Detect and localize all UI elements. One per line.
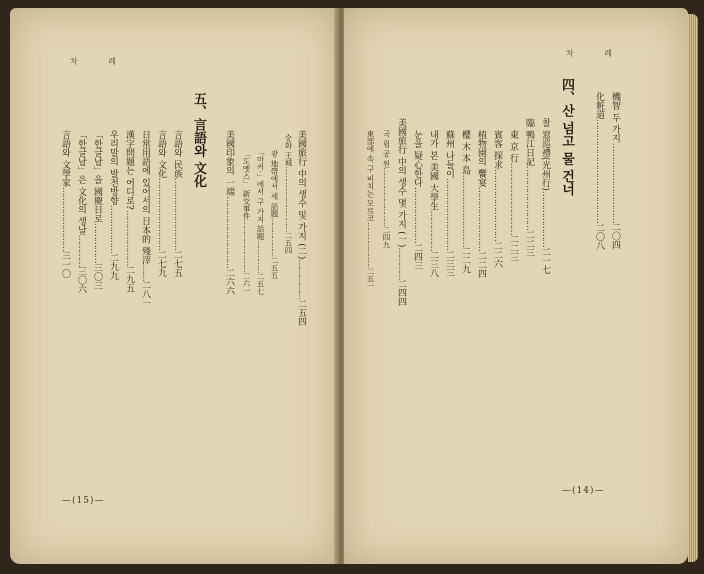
toc-entry-page: 二六六 [224, 267, 234, 295]
toc-entry-page: 二八一 [140, 280, 150, 308]
toc-subentry-page: 二四九 [382, 225, 391, 249]
toc-subentry-title: 숭화 王城 [284, 134, 293, 167]
toc-subentry [284, 134, 292, 254]
toc-entry-title: 言語와 文化 [156, 130, 166, 178]
toc-subentry-page: 二五七 [256, 272, 265, 296]
toc-entry-title: 美國旅行 中의 생수 및 가지 (二) [296, 130, 306, 260]
toc-entry-page: 二二九 [460, 246, 470, 274]
toc-entry-page: 二四三 [412, 242, 422, 270]
toc-subentry-title: 「도멧스」 新交事件 [242, 150, 251, 220]
toc-entry-page: 二〇八 [594, 223, 604, 250]
leader-dots: …………………… [242, 219, 251, 272]
leader-dots: ……………… [108, 204, 118, 253]
leader-dots: ……………………… [382, 167, 391, 226]
toc-entry [492, 130, 501, 268]
toc-entry [108, 130, 117, 280]
leader-dots: ……………………… [508, 162, 518, 235]
toc-entry [92, 130, 101, 290]
leader-dots: …………… [92, 222, 102, 263]
toc-entry-title: 내가 본 美國 大學生 [428, 130, 438, 211]
leader-dots: …………… [256, 240, 265, 273]
left-page-header: 차 례 [70, 57, 130, 66]
toc-entry-page: 二七九 [156, 249, 166, 277]
section-title: 五、言語와 文化 [191, 92, 206, 188]
right-page-header: 차 례 [566, 49, 626, 58]
toc-entry-title: 漢字問題는 어디로? [124, 130, 134, 210]
leader-dots: ………………… [366, 222, 375, 268]
toc-entry [412, 130, 421, 270]
toc-entry-page: 二一七 [540, 246, 550, 274]
toc-entry [296, 130, 305, 390]
toc-entry [140, 130, 149, 308]
toc-entry [460, 130, 469, 274]
toc-entry-title: 美國印象의 一端 [224, 130, 234, 196]
toc-entry-title: 蘇州 나들이 [444, 130, 454, 178]
leader-dots: ……………………… [492, 168, 502, 241]
toc-entry-title: 美國旅行 中의 생수 몇 가지 (一) [396, 118, 406, 248]
toc-entry-page: 二二四 [476, 250, 486, 278]
toc-entry [224, 130, 233, 295]
toc-entry-page: 二三三 [444, 249, 454, 277]
leader-dots: …………… [428, 210, 438, 251]
toc-subentry-page: 二五一 [366, 267, 375, 291]
leader-dots: ……………………… [460, 174, 470, 247]
toc-entry-page: 三〇三 [92, 262, 102, 290]
leader-dots: …… [140, 264, 150, 281]
leader-dots: ………………………………… [594, 119, 604, 223]
leader-dots: …………… [296, 259, 306, 300]
toc-entry [156, 130, 165, 277]
leader-dots: ………… [76, 234, 86, 267]
toc-entry [76, 130, 85, 294]
toc-subentry [256, 148, 264, 295]
leader-dots: ……………… [270, 217, 279, 257]
leader-dots: ……………………… [444, 177, 454, 250]
left-page-number: —(15)— [62, 496, 105, 506]
toc-subentry-title: 국 립 공 원 [382, 130, 391, 168]
toc-entry [60, 130, 69, 278]
toc-subentry-title: 광 地帶에서 세 話題 [270, 150, 279, 218]
toc-entry-title: 눈을 疑心한다 [412, 130, 422, 187]
toc-entry-title: 植物園의 饗宴 [476, 130, 486, 187]
toc-entry-page: 二四四 [396, 279, 406, 307]
leader-dots: ………………………… [610, 142, 620, 223]
toc-entry-page: 二二六 [492, 240, 502, 268]
toc-entry-title: 言語와 民族 [172, 130, 182, 178]
toc-entry-page: 二九九 [108, 252, 118, 280]
toc-subentry-title: 東部에 속 구 비치는 모르코 [366, 130, 375, 223]
toc-entry-title: 機智 두 가지 [610, 92, 620, 143]
leader-dots: …………………… [524, 165, 534, 230]
toc-entry-title: 우리말의 발전방향 [108, 130, 118, 205]
leader-dots: …………………… [476, 186, 486, 251]
leader-dots: ………………… [540, 190, 550, 247]
toc-subentry [366, 130, 374, 290]
toc-entry-title: 言語와 文學家 [60, 130, 70, 187]
toc-entry-title: 化粧道 [594, 92, 604, 119]
left-page [10, 8, 338, 564]
leader-dots: ……………………… [156, 177, 166, 250]
toc-entry-title: 臨 鴨江日記 [524, 118, 534, 166]
toc-entry-page: 二〇四 [610, 222, 620, 250]
toc-entry-title: 東 京 行 [508, 130, 518, 163]
page-edges [688, 14, 698, 562]
toc-entry-title: 찰 窓巡禮(光州行) [540, 118, 550, 191]
toc-subentry-page: 二五五 [270, 256, 279, 279]
toc-entry [396, 118, 405, 306]
right-page-number: —(14)— [562, 486, 605, 496]
toc-entry-page: 三一〇 [60, 250, 70, 278]
leader-dots: ………………………… [284, 166, 293, 232]
toc-subentry [242, 150, 250, 294]
toc-entry [540, 118, 549, 274]
toc-entry-page: 二二三 [524, 229, 534, 257]
section-title: 四、산 넘고 물 건너 [559, 78, 574, 196]
toc-entry [476, 130, 485, 278]
toc-entry [610, 92, 619, 250]
toc-entry [444, 130, 453, 277]
toc-entry-title: 櫻 木 本 島 [460, 130, 470, 175]
toc-entry [508, 130, 517, 262]
toc-entry-page: 二七五 [172, 249, 182, 277]
toc-entry [594, 92, 603, 250]
toc-subentry-page: 二六一 [242, 271, 251, 295]
toc-entry-page: 二二三 [508, 234, 518, 262]
toc-entry-page: 二三八 [428, 250, 438, 278]
toc-entry-page: 三〇六 [76, 266, 86, 294]
toc-entry [124, 130, 133, 293]
toc-entry-title: 「한글날」을 國慶日로 [92, 130, 102, 223]
leader-dots: ………… [396, 247, 406, 280]
toc-subentry-page: 二五四 [284, 231, 293, 254]
leader-dots: ………………… [124, 209, 134, 266]
toc-subentry-title: 「마커·」에서 구 가지 話題 [256, 148, 265, 241]
toc-entry [172, 130, 181, 277]
leader-dots: …………………… [60, 186, 70, 251]
toc-entry-title: 「한글날」은 文化의 생날 [76, 130, 86, 235]
toc-subentry [270, 150, 278, 279]
leader-dots: ……………………… [172, 177, 182, 250]
toc-entry-page: 二九五 [124, 265, 134, 293]
toc-entry-page: 二五四 [296, 299, 306, 327]
toc-entry [524, 118, 533, 257]
toc-entry-title: 日常用語에 있어서의 日本的 殘滓 [140, 130, 150, 265]
toc-entry [428, 130, 437, 278]
toc-subentry [382, 130, 390, 248]
leader-dots: ………………… [412, 186, 422, 243]
toc-entry-title: 賓客 探求 [492, 130, 502, 169]
leader-dots: ……………………… [224, 195, 234, 268]
